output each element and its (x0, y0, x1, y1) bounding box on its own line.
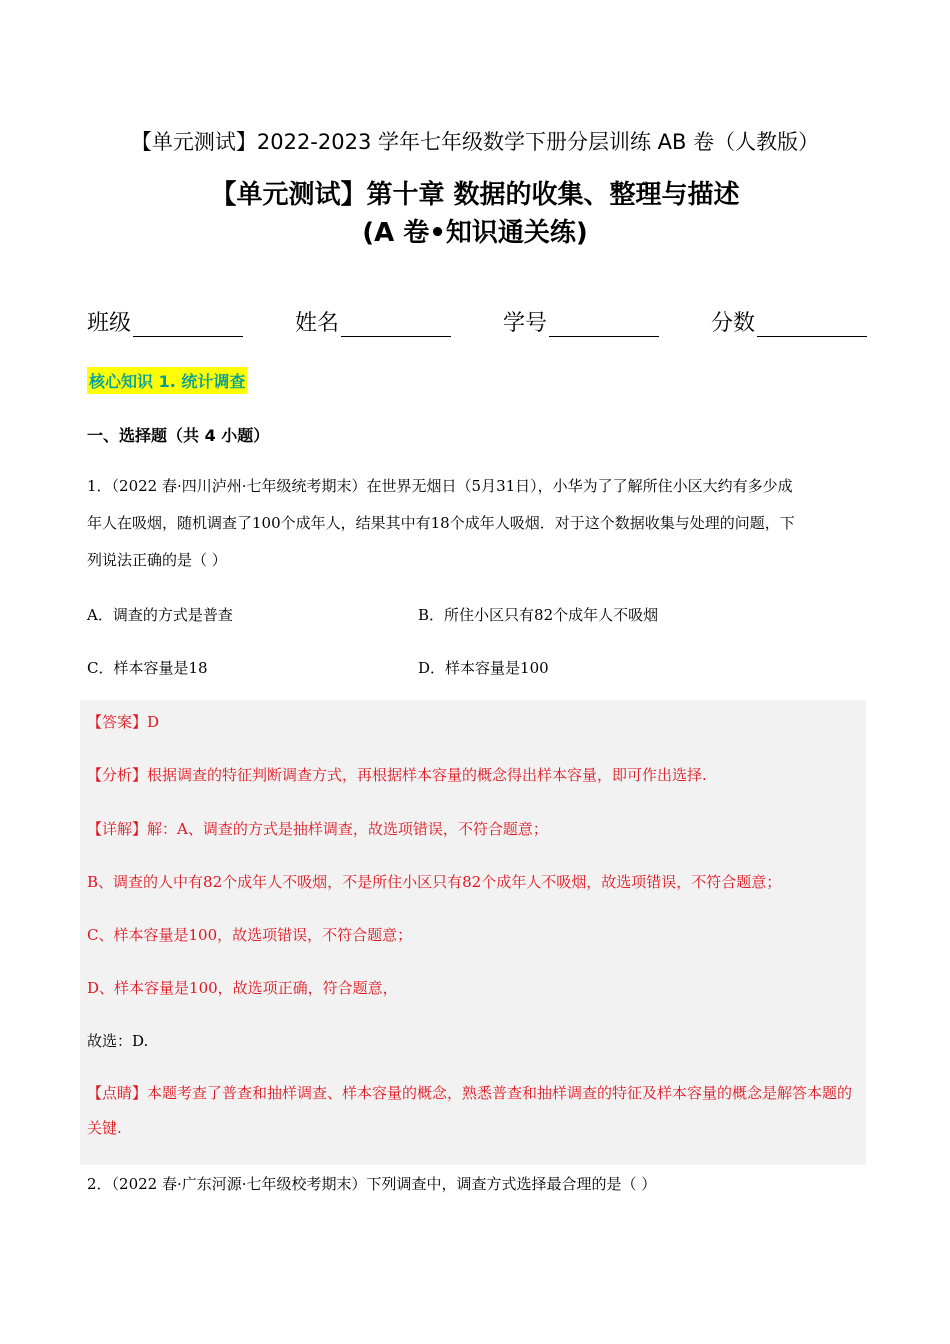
question-1-line-2: 年人在吸烟，随机调查了100个成年人，结果其中有18个成年人吸烟．对于这个数据收集与处理的问题，下 (87, 514, 795, 532)
info-label: 学号 (502, 311, 547, 336)
blank-line[interactable] (549, 312, 659, 337)
option-b[interactable]: B．所住小区只有82个成年人不吸烟 (418, 606, 659, 624)
choice-text: 故选：D. (87, 1032, 149, 1050)
core-knowledge-heading: 核心知识 1. 统计调查 (87, 367, 247, 394)
question-1-line-3: 列说法正确的是（ ） (87, 551, 227, 569)
part-title: 一、选择题（共 4 小题） (87, 426, 270, 445)
info-label: 姓名 (294, 311, 339, 336)
info-field-class (87, 306, 243, 337)
option-d[interactable]: D．样本容量是100 (418, 659, 549, 677)
info-field-id (503, 306, 659, 337)
question-2-line-1: 2．（2022 春·广东河源·七年级校考期末）下列调查中，调查方式选择最合理的是（ ） (87, 1175, 657, 1193)
blank-line[interactable] (341, 312, 451, 337)
analysis-text: 【分析】根据调查的特征判断调查方式，再根据样本容量的概念得出样本容量，即可作出选择. (87, 766, 707, 784)
blank-line[interactable] (133, 312, 243, 337)
detail-line-d: D、样本容量是100，故选项正确，符合题意， (87, 979, 398, 997)
info-field-name (295, 306, 451, 337)
blank-line[interactable] (757, 312, 867, 337)
info-label: 班级 (87, 311, 132, 336)
info-field-score (711, 306, 867, 337)
answer-label: 【答案】D (87, 713, 160, 731)
series-title: 【单元测试】2022-2023 学年七年级数学下册分层训练 AB 卷（人教版） (130, 130, 820, 154)
option-a[interactable]: A．调查的方式是普查 (87, 606, 233, 624)
detail-line-b: B、调查的人中有82个成年人不吸烟，不是所住小区只有82个成年人不吸烟，故选项错误，不符合题意； (87, 873, 782, 891)
detail-line-c: C、样本容量是100，故选项错误，不符合题意； (87, 926, 413, 944)
question-1-line-1: 1．（2022 春·四川泸州·七年级统考期末）在世界无烟日（5月31日），小华为了了解所住小区大约有多少成 (87, 477, 793, 495)
chapter-title: 【单元测试】第十章 数据的收集、整理与描述 (210, 180, 740, 210)
detail-text: 【详解】解：A、调查的方式是抽样调查，故选项错误，不符合题意； (87, 820, 548, 838)
student-info-row (87, 306, 867, 337)
option-c[interactable]: C．样本容量是18 (87, 659, 208, 677)
volume-title: (A 卷•知识通关练) (362, 218, 588, 248)
info-label: 分数 (710, 311, 755, 336)
comment-text: 【点睛】本题考查了普查和抽样调查、样本容量的概念，熟悉普查和抽样调查的特征及样本容量的概念是解答本题的关键. (87, 1084, 853, 1137)
